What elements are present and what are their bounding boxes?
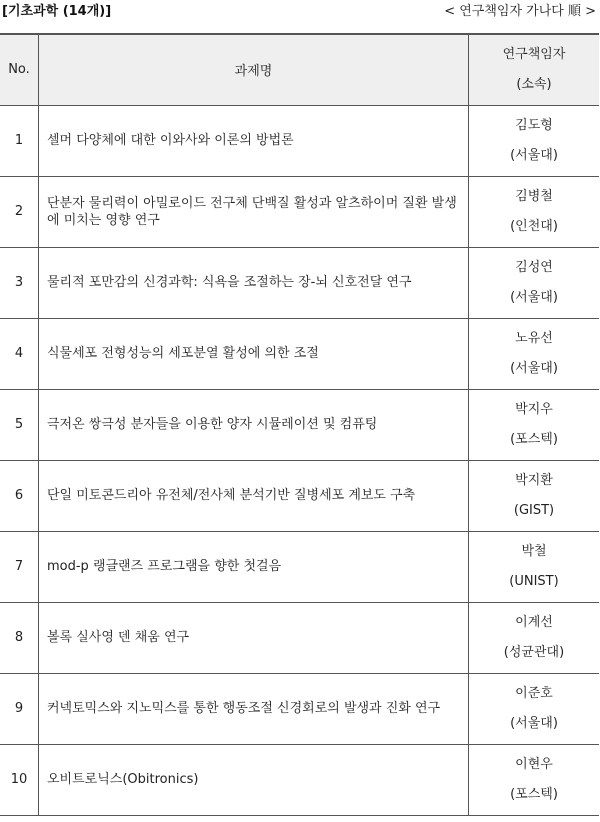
row-number: 6 [0, 460, 39, 531]
project-title: 셀머 다양체에 대한 이와사와 이론의 방법론 [39, 105, 469, 176]
row-number: 5 [0, 389, 39, 460]
pi-name: 김성연 [515, 259, 553, 275]
pi-affiliation: (인천대) [510, 218, 558, 234]
table-row [0, 176, 599, 247]
principal-investigator [469, 247, 600, 318]
project-title: 식물세포 전형성능의 세포분열 활성에 의한 조절 [39, 318, 469, 389]
pi-name: 박철 [521, 543, 547, 559]
project-title: 볼록 실사영 덴 채움 연구 [39, 602, 469, 673]
pi-affiliation: (성균관대) [503, 644, 565, 660]
pi-name: 박지우 [515, 401, 553, 417]
pi-name: 김병철 [515, 188, 553, 204]
principal-investigator [469, 673, 600, 744]
pi-name: 이준호 [515, 685, 553, 701]
table-row [0, 531, 599, 602]
pi-name: 김도형 [515, 117, 553, 133]
row-number: 3 [0, 247, 39, 318]
project-title: mod-p 랭글랜즈 프로그램을 향한 첫걸음 [39, 531, 469, 602]
pi-name: 노유선 [515, 330, 553, 346]
sort-note: < 연구책임자 가나다 順 > [444, 4, 596, 19]
table-row [0, 673, 599, 744]
row-number: 10 [0, 744, 39, 815]
principal-investigator [469, 176, 600, 247]
table-row [0, 105, 599, 176]
table-row [0, 460, 599, 531]
table-row [0, 602, 599, 673]
table-row [0, 318, 599, 389]
row-number: 4 [0, 318, 39, 389]
column-header-pi-line1: 연구책임자 [502, 46, 566, 62]
table-row [0, 247, 599, 318]
pi-affiliation: (GIST) [513, 502, 555, 518]
principal-investigator [469, 105, 600, 176]
project-title: 오비트로닉스(Obitronics) [39, 744, 469, 815]
project-title: 물리적 포만감의 신경과학: 식욕을 조절하는 장-뇌 신호전달 연구 [39, 247, 469, 318]
principal-investigator [469, 318, 600, 389]
principal-investigator [469, 744, 600, 815]
project-title: 단분자 물리력이 아밀로이드 전구체 단백질 활성과 알츠하이머 질환 발생에 미치는 영향 연구 [39, 176, 469, 247]
row-number: 8 [0, 602, 39, 673]
column-header-title: 과제명 [39, 34, 469, 105]
principal-investigator [469, 389, 600, 460]
table-row [0, 744, 599, 815]
pi-affiliation: (서울대) [510, 715, 558, 731]
column-header-no: No. [0, 34, 39, 105]
column-header-pi-line2: (소속) [516, 76, 552, 92]
project-title: 극저온 쌍극성 분자들을 이용한 양자 시뮬레이션 및 컴퓨팅 [39, 389, 469, 460]
pi-affiliation: (서울대) [510, 147, 558, 163]
pi-affiliation: (UNIST) [509, 573, 559, 589]
pi-affiliation: (서울대) [510, 289, 558, 305]
principal-investigator [469, 460, 600, 531]
row-number: 9 [0, 673, 39, 744]
row-number: 7 [0, 531, 39, 602]
project-title: 단일 미토콘드리아 유전체/전사체 분석기반 질병세포 계보도 구축 [39, 460, 469, 531]
pi-name: 이계선 [515, 614, 553, 630]
project-table [0, 33, 599, 816]
table-row [0, 389, 599, 460]
pi-affiliation: (포스텍) [510, 431, 558, 447]
row-number: 1 [0, 105, 39, 176]
row-number: 2 [0, 176, 39, 247]
column-header-pi [469, 34, 600, 105]
pi-name: 이현우 [515, 756, 553, 772]
pi-affiliation: (서울대) [510, 360, 558, 376]
header [0, 0, 600, 22]
principal-investigator [469, 531, 600, 602]
pi-name: 박지환 [515, 472, 553, 488]
section-title: [기초과학 (14개)] [2, 4, 112, 19]
project-title: 커넥토믹스와 지노믹스를 통한 행동조절 신경회로의 발생과 진화 연구 [39, 673, 469, 744]
principal-investigator [469, 602, 600, 673]
pi-affiliation: (포스텍) [510, 786, 558, 802]
table-header-row [0, 34, 599, 105]
